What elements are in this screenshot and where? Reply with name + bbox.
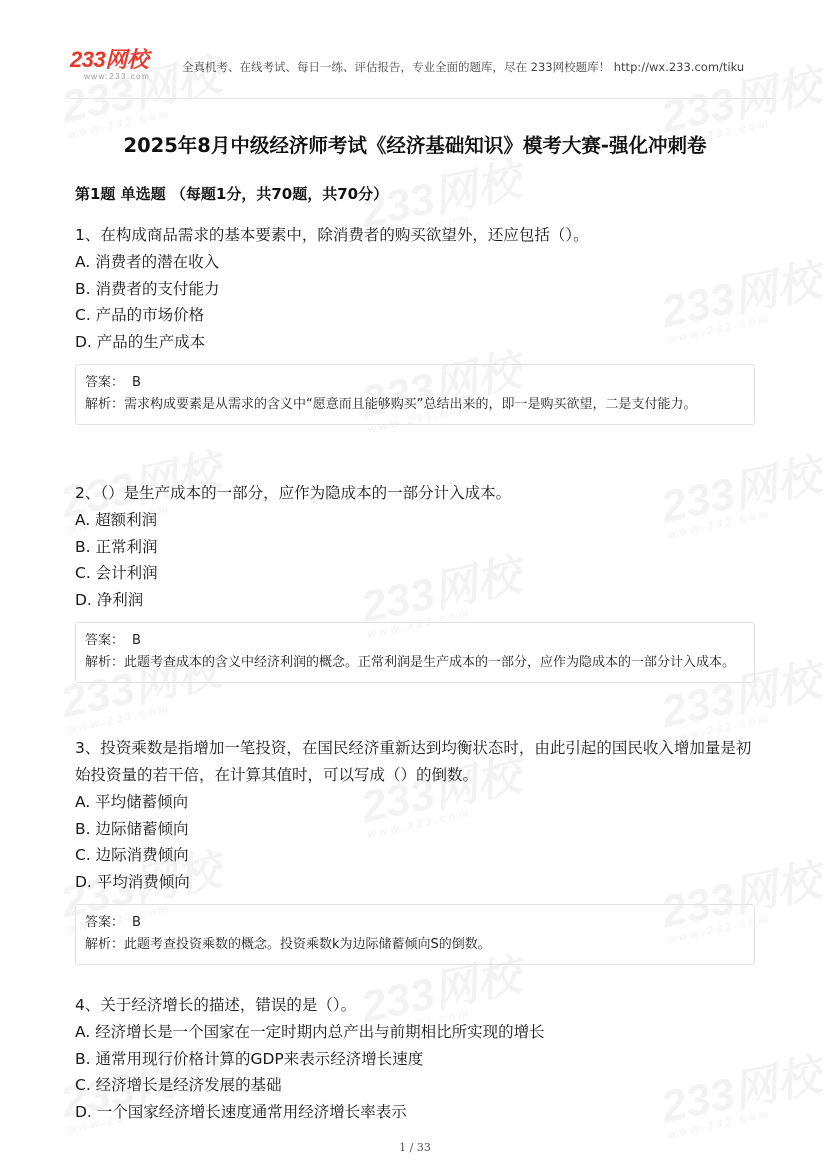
question-stem: 2、（）是生产成本的一部分，应作为隐成本的一部分计入成本。	[75, 484, 512, 502]
question-4	[75, 992, 755, 1126]
answer-box	[75, 622, 755, 683]
brand-logo[interactable]	[70, 48, 150, 81]
answer-box	[75, 364, 755, 425]
page-header	[70, 46, 775, 99]
answer-box	[75, 904, 755, 965]
answer-line	[85, 630, 745, 652]
option-b: B. 边际储蓄倾向	[75, 819, 189, 838]
answer-line	[85, 912, 745, 934]
answer-value: B	[132, 914, 141, 930]
option-d: D. 净利润	[75, 591, 144, 610]
answer-label: 答案：	[85, 632, 125, 648]
answer-line	[85, 372, 745, 394]
option-c: C. 产品的市场价格	[75, 306, 205, 325]
option-d: D. 平均消费倾向	[75, 873, 190, 892]
option-c: C. 会计利润	[75, 564, 158, 583]
analysis-text: 解析：此题考查投资乘数的概念。投资乘数k为边际储蓄倾向S的倒数。	[85, 936, 491, 952]
option-b: B. 消费者的支付能力	[75, 279, 220, 298]
analysis-text: 解析：需求构成要素是从需求的含义中“愿意而且能够购买”总结出来的，即一是购买欲望，二是支付能力。	[85, 396, 697, 412]
option-d: D. 一个国家经济增长速度通常用经济增长率表示	[75, 1103, 407, 1122]
option-a: A. 超额利润	[75, 511, 158, 529]
answer-value: B	[132, 632, 141, 648]
option-b: B. 正常利润	[75, 537, 158, 556]
answer-value: B	[132, 374, 141, 390]
page-title: 2025年8月中级经济师考试《经济基础知识》模考大赛-强化冲刺卷	[123, 134, 707, 157]
option-a: A. 平均储蓄倾向	[75, 793, 189, 811]
question-stem: 4、关于经济增长的描述，错误的是（）。	[75, 996, 357, 1014]
question-1	[75, 222, 755, 425]
question-stem: 1、在构成商品需求的基本要素中，除消费者的购买欲望外，还应包括（）。	[75, 226, 589, 244]
option-c: C. 经济增长是经济发展的基础	[75, 1076, 282, 1095]
logo-url: www.233.com	[84, 72, 151, 81]
question-2	[75, 480, 755, 683]
answer-label: 答案：	[85, 374, 125, 390]
question-stem: 3、投资乘数是指增加一笔投资，在国民经济重新达到均衡状态时，由此引起的国民收入增加量是初始投资量的若干倍，在计算其值时，可以写成（）的倒数。	[75, 739, 752, 784]
option-a: A. 消费者的潜在收入	[75, 253, 220, 271]
option-d: D. 产品的生产成本	[75, 333, 206, 352]
question-3	[75, 735, 755, 965]
header-slogan: 全真机考、在线考试、每日一练、评估报告，专业全面的题库，尽在 233网校题库！ http://wx.233.com/tiku	[182, 60, 745, 74]
option-a: A. 经济增长是一个国家在一定时期内总产出与前期相比所实现的增长	[75, 1023, 545, 1041]
option-c: C. 边际消费倾向	[75, 846, 189, 865]
logo-text: 233网校	[70, 47, 149, 72]
analysis-text: 解析：此题考查成本的含义中经济利润的概念。正常利润是生产成本的一部分，应作为隐成本的一部分计入成本。	[85, 654, 736, 670]
answer-label: 答案：	[85, 914, 125, 930]
option-b: B. 通常用现行价格计算的GDP来表示经济增长速度	[75, 1049, 424, 1068]
page-number: 1 / 33	[399, 1141, 431, 1154]
section-heading: 第1题 单选题 （每题1分，共70题，共70分）	[75, 185, 389, 203]
